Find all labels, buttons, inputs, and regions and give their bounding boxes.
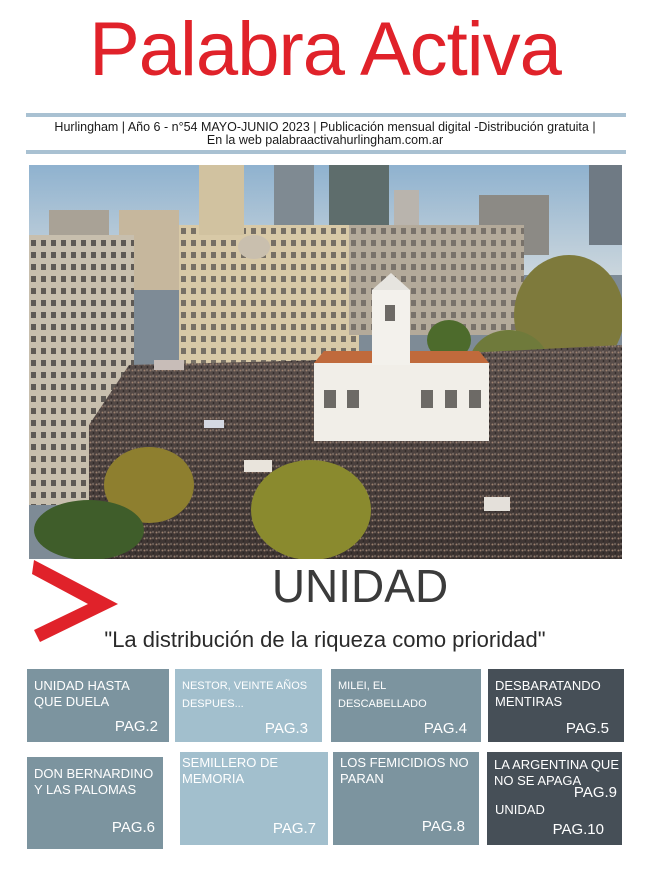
cover-photo <box>29 165 622 559</box>
article-page: PAG.5 <box>565 720 609 737</box>
masthead-top-rule <box>26 113 626 117</box>
masthead-title: Palabra Activa <box>89 7 561 92</box>
article-page: PAG.2 <box>114 718 158 735</box>
article-page: PAG.8 <box>421 818 465 835</box>
article-tile-femicidios[interactable] <box>333 752 479 845</box>
article-title: DESBARATANDO MENTIRAS <box>495 678 601 709</box>
article-title: MILEI, EL DESCABELLADO <box>338 680 427 710</box>
article-title: LA ARGENTINA QUE NO SE APAGA <box>494 757 619 788</box>
issue-info-line: Hurlingham | Año 6 - n°54 MAYO-JUNIO 2023 | Publicación mensual digital -Distribución gratuita | <box>54 120 596 134</box>
article-tile-milei[interactable] <box>331 669 481 742</box>
article-title: UNIDAD <box>495 802 545 817</box>
article-page: PAG.3 <box>264 720 308 737</box>
article-tile-argentina-unidad[interactable] <box>487 752 622 845</box>
article-page: PAG.6 <box>111 819 155 836</box>
article-page: PAG.7 <box>272 820 316 837</box>
article-title: UNIDAD HASTA QUE DUELA <box>34 678 130 709</box>
article-tile-semillero[interactable] <box>180 752 328 845</box>
cover-headline: UNIDAD <box>271 560 449 612</box>
article-tile-don-bernardino[interactable] <box>27 757 163 849</box>
article-page: PAG.9 <box>573 784 617 801</box>
cover-subheadline: "La distribución de la riqueza como prioridad" <box>104 627 546 652</box>
article-tile-nestor[interactable] <box>175 669 322 742</box>
article-tile-desbaratando[interactable] <box>488 669 624 742</box>
article-page: PAG.10 <box>552 821 604 838</box>
article-tile-unidad-hasta-que-duela[interactable] <box>27 669 169 742</box>
article-title: DON BERNARDINO Y LAS PALOMAS <box>34 766 154 797</box>
article-page: PAG.4 <box>423 720 467 737</box>
website-line: En la web palabraactivahurlingham.com.ar <box>206 133 444 147</box>
masthead-bottom-rule <box>26 150 626 154</box>
article-title: SEMILLERO DE MEMORIA <box>182 755 279 786</box>
article-title: LOS FEMICIDIOS NO PARAN <box>340 755 469 786</box>
article-title: NESTOR, VEINTE AÑOS DESPUES... <box>182 680 308 710</box>
